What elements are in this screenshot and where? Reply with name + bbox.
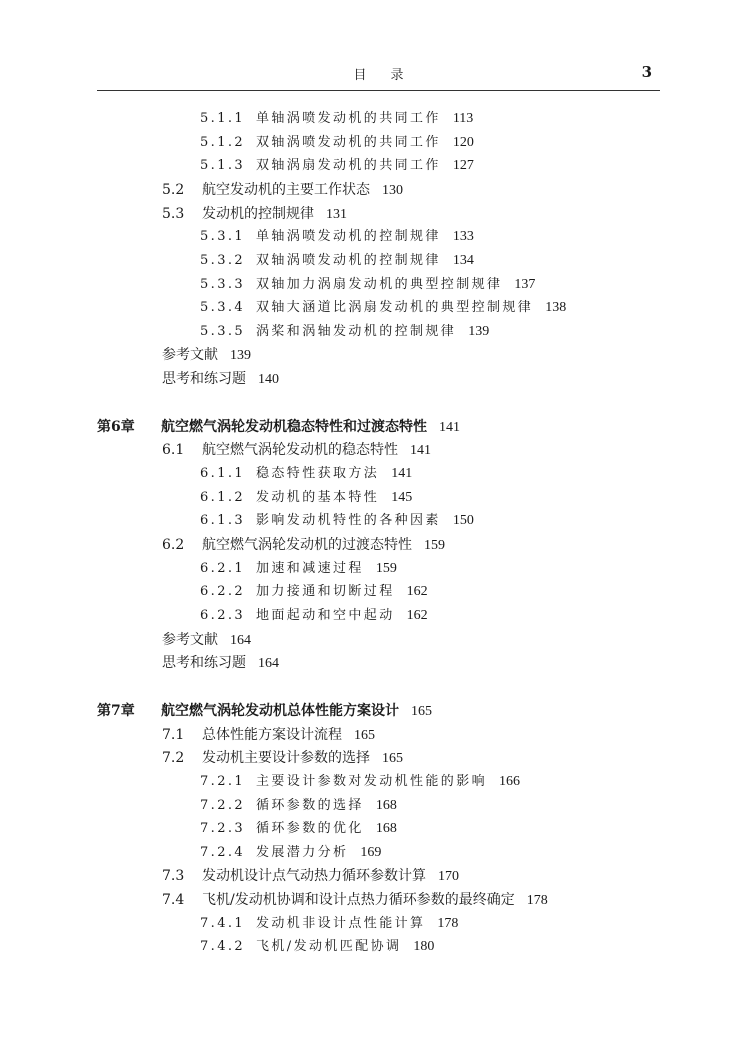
entry-page-number: 159 (375, 561, 397, 576)
toc-entry (200, 299, 566, 317)
entry-number: 5.1.2 (200, 135, 246, 150)
entry-title: 加力接通和切断过程 (256, 584, 395, 599)
toc-entry (200, 583, 428, 601)
entry-number: 5.3 (162, 206, 185, 222)
page-number: 3 (641, 63, 652, 81)
entry-title: 参考文献 (162, 347, 218, 363)
entry-number: 6.1.1 (200, 466, 246, 481)
entry-title: 加速和减速过程 (256, 561, 364, 576)
toc-entry (200, 773, 520, 791)
entry-page-number: 145 (391, 490, 413, 505)
toc-entry (200, 560, 397, 578)
entry-page-number: 168 (375, 821, 397, 836)
entry-number: 7.2.2 (200, 798, 246, 813)
entry-page-number: 113 (452, 111, 474, 126)
toc-entry (162, 726, 375, 745)
toc-entry (162, 536, 445, 555)
entry-number: 6.2 (162, 537, 185, 553)
entry-title: 航空燃气涡轮发动机总体性能方案设计 (161, 703, 399, 719)
toc-entry (162, 631, 251, 650)
entry-page-number: 139 (230, 348, 251, 363)
entry-title: 航空燃气涡轮发动机稳态特性和过渡态特性 (161, 419, 427, 435)
entry-page-number: 130 (382, 183, 403, 198)
entry-title: 影响发动机特性的各种因素 (256, 513, 441, 528)
entry-title: 主要设计参数对发动机性能的影响 (256, 774, 488, 789)
toc-entry (200, 844, 381, 862)
entry-title: 双轴涡扇发动机的共同工作 (256, 158, 441, 173)
entry-page-number: 165 (382, 751, 403, 766)
toc-entry (162, 891, 548, 910)
entry-title: 发动机的控制规律 (202, 206, 314, 222)
entry-number: 6.1.2 (200, 490, 246, 505)
entry-number: 7.2 (162, 750, 185, 766)
entry-number: 7.3 (162, 868, 185, 884)
toc-entry (162, 441, 431, 460)
entry-page-number: 162 (406, 608, 428, 623)
entry-number: 5.2 (162, 182, 185, 198)
toc-entry (200, 110, 473, 128)
entry-title: 飞机/发动机匹配协调 (256, 939, 402, 954)
toc-entry (200, 228, 474, 246)
entry-number: 5.3.1 (200, 229, 246, 244)
entry-number: 7.4.2 (200, 939, 246, 954)
entry-page-number: 120 (452, 135, 474, 150)
entry-number: 7.4 (162, 892, 185, 908)
toc-entry (200, 820, 397, 838)
entry-page-number: 162 (406, 584, 428, 599)
toc-entry (200, 134, 474, 152)
entry-number: 5.1.3 (200, 158, 246, 173)
entry-page-number: 150 (452, 513, 474, 528)
entry-page-number: 139 (468, 324, 490, 339)
entry-title: 双轴涡喷发动机的共同工作 (256, 135, 441, 150)
entry-page-number: 165 (354, 728, 375, 743)
toc-entry (162, 749, 403, 768)
entry-number: 7.2.3 (200, 821, 246, 836)
entry-title: 循环参数的选择 (256, 798, 364, 813)
toc-entry (162, 370, 279, 389)
entry-page-number: 178 (526, 893, 548, 908)
entry-number: 5.3.2 (200, 253, 246, 268)
entry-title: 双轴大涵道比涡扇发动机的典型控制规律 (256, 300, 534, 315)
entry-number: 7.1 (162, 727, 185, 743)
toc-entry (200, 276, 535, 294)
entry-number: 7.4.1 (200, 916, 246, 931)
entry-page-number: 178 (437, 916, 459, 931)
toc-entry (162, 346, 251, 365)
entry-title: 双轴加力涡扇发动机的典型控制规律 (256, 277, 503, 292)
entry-page-number: 140 (258, 372, 279, 387)
entry-title: 稳态特性获取方法 (256, 466, 380, 481)
entry-title: 发展潜力分析 (256, 845, 349, 860)
entry-number: 第6章 (97, 419, 135, 435)
entry-number: 5.1.1 (200, 111, 246, 126)
entry-title: 单轴涡喷发动机的控制规律 (256, 229, 441, 244)
toc-entry (200, 465, 412, 483)
entry-number: 5.3.4 (200, 300, 246, 315)
toc-entry (162, 205, 347, 224)
entry-page-number: 141 (439, 420, 460, 435)
entry-title: 飞机/发动机协调和设计点热力循环参数的最终确定 (202, 892, 515, 908)
entry-page-number: 166 (499, 774, 521, 789)
entry-title: 航空燃气涡轮发动机的稳态特性 (202, 442, 398, 458)
chapter-entry (97, 418, 460, 437)
entry-page-number: 133 (452, 229, 474, 244)
entry-number: 5.3.5 (200, 324, 246, 339)
toc-entry (200, 607, 428, 625)
entry-title: 循环参数的优化 (256, 821, 364, 836)
chapter-entry (97, 702, 432, 721)
entry-page-number: 131 (326, 207, 347, 222)
entry-page-number: 159 (424, 538, 445, 553)
toc-entry (200, 938, 434, 956)
toc-entry (200, 157, 474, 175)
toc-entry (200, 512, 474, 530)
entry-title: 涡桨和涡轴发动机的控制规律 (256, 324, 457, 339)
entry-number: 6.2.1 (200, 561, 246, 576)
entry-title: 发动机主要设计参数的选择 (202, 750, 370, 766)
entry-number: 7.2.4 (200, 845, 246, 860)
entry-number: 第7章 (97, 703, 135, 719)
toc-entry (200, 323, 489, 341)
entry-title: 单轴涡喷发动机的共同工作 (256, 111, 441, 126)
toc-entry (162, 654, 279, 673)
toc-entry (200, 489, 412, 507)
entry-number: 7.2.1 (200, 774, 246, 789)
entry-title: 发动机的基本特性 (256, 490, 380, 505)
entry-page-number: 127 (452, 158, 474, 173)
toc-entry (162, 867, 459, 886)
entry-title: 航空发动机的主要工作状态 (202, 182, 370, 198)
entry-title: 思考和练习题 (162, 371, 246, 387)
entry-number: 6.2.2 (200, 584, 246, 599)
entry-page-number: 180 (413, 939, 435, 954)
toc-entry (162, 181, 403, 200)
entry-title: 总体性能方案设计流程 (202, 727, 342, 743)
entry-title: 地面起动和空中起动 (256, 608, 395, 623)
toc-entry (200, 915, 458, 933)
entry-page-number: 137 (514, 277, 536, 292)
entry-page-number: 141 (391, 466, 413, 481)
entry-page-number: 134 (452, 253, 474, 268)
toc-entry (200, 797, 397, 815)
running-title: 目录 (353, 68, 428, 83)
toc-entry (200, 252, 474, 270)
entry-number: 6.1.3 (200, 513, 246, 528)
entry-title: 发动机非设计点性能计算 (256, 916, 426, 931)
entry-page-number: 138 (545, 300, 567, 315)
entry-page-number: 164 (230, 633, 251, 648)
entry-title: 参考文献 (162, 632, 218, 648)
entry-page-number: 165 (411, 704, 432, 719)
entry-page-number: 168 (375, 798, 397, 813)
entry-title: 航空燃气涡轮发动机的过渡态特性 (202, 537, 412, 553)
entry-title: 发动机设计点气动热力循环参数计算 (202, 868, 426, 884)
entry-title: 思考和练习题 (162, 655, 246, 671)
entry-number: 6.1 (162, 442, 185, 458)
entry-page-number: 141 (410, 443, 431, 458)
entry-page-number: 164 (258, 656, 279, 671)
entry-page-number: 170 (438, 869, 459, 884)
entry-number: 5.3.3 (200, 277, 246, 292)
entry-page-number: 169 (360, 845, 382, 860)
entry-title: 双轴涡喷发动机的控制规律 (256, 253, 441, 268)
entry-number: 6.2.3 (200, 608, 246, 623)
